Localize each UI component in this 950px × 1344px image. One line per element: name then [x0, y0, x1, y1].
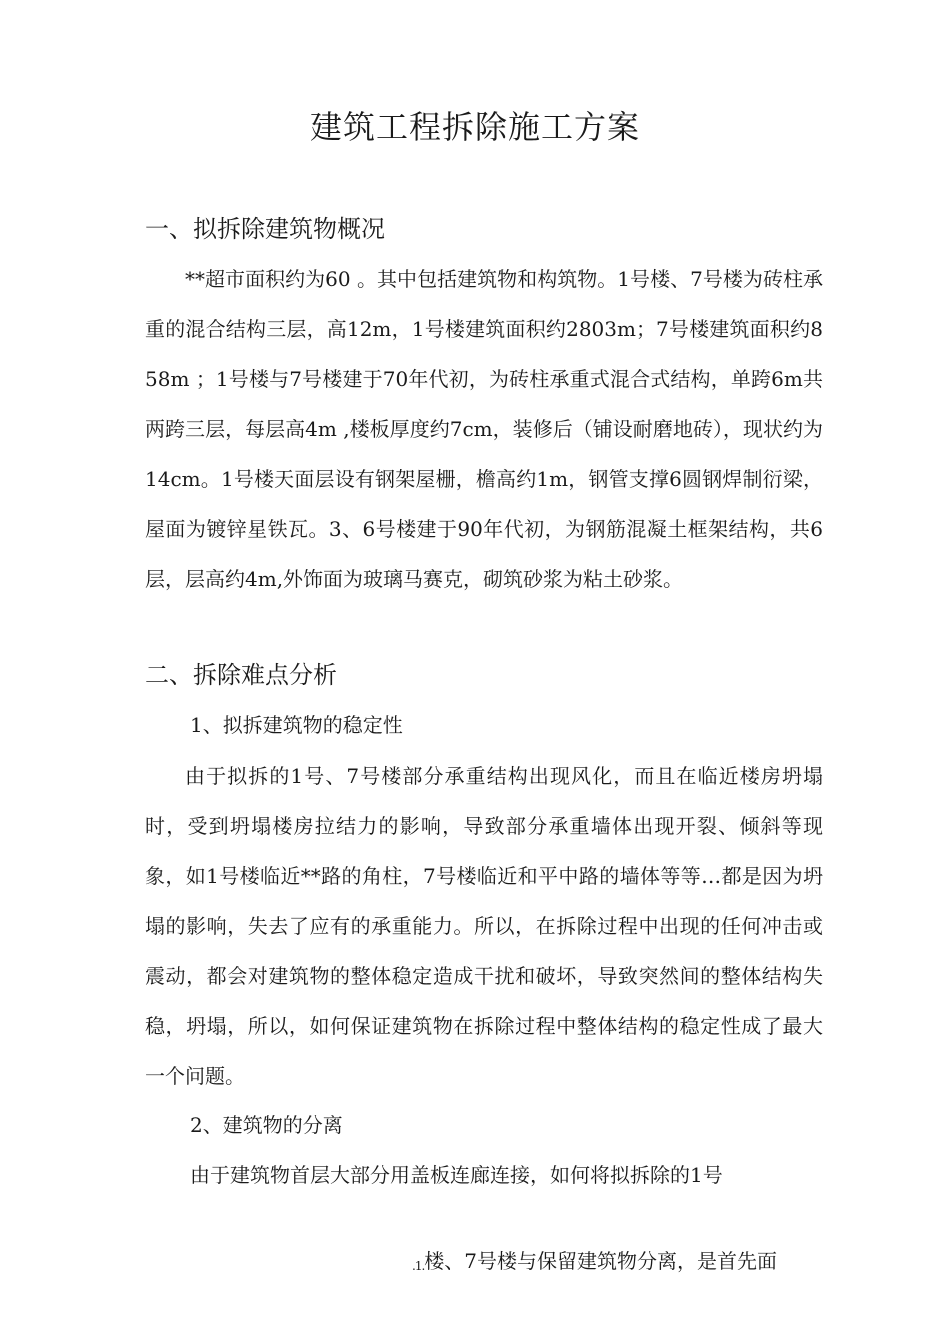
continued-text: 楼、7号楼与保留建筑物分离，是首先面 — [424, 1249, 777, 1273]
page-number: .1. — [412, 1259, 425, 1273]
page-footer-line — [412, 1246, 777, 1281]
document-title: 建筑工程拆除施工方案 — [309, 108, 640, 146]
subheading-separation: 2、建筑物的分离 — [190, 1113, 343, 1137]
separation-paragraph-line: 由于建筑物首层大部分用盖板连廊连接，如何将拟拆除的1号 — [190, 1163, 723, 1187]
section-heading-overview: 一、拟拆除建筑物概况 — [145, 215, 385, 243]
subheading-stability: 1、拟拆建筑物的稳定性 — [190, 713, 403, 737]
overview-paragraph: **超市面积约为60 。其中包括建筑物和构筑物。1号楼、7号楼为砖柱承重的混合结构三层，高12m，1号楼建筑面积约2803m；7号楼建筑面积约858m ；1号楼与7号楼建于70年代初，为砖柱承重式混合式结构，单跨6m共两跨三层，每层高4m ,楼板厚度约7cm，装修后（铺设耐磨地砖），现状约为14cm。1号楼天面层设有钢架屋栅，檐高约1m，钢管支撑6圆钢焊制衍梁，屋面为镀锌星铁瓦。3、6号楼建于90年代初，为钢筋混凝土框架结构，共6层，层高约4m,外饰面为玻璃马赛克，砌筑砂浆为粘土砂浆。 — [145, 267, 823, 591]
stability-paragraph: 由于拟拆的1号、7号楼部分承重结构出现风化，而且在临近楼房坍塌时，受到坍塌楼房拉结力的影响，导致部分承重墙体出现开裂、倾斜等现象，如1号楼临近**路的角柱，7号楼临近和平中路的墙体等等…都是因为坍塌的影响，失去了应有的承重能力。所以，在拆除过程中出现的任何冲击或震动，都会对建筑物的整体稳定造成干扰和破坏，导致突然间的整体结构失稳，坍塌，所以，如何保证建筑物在拆除过程中整体结构的稳定性成了最大一个问题。 — [145, 764, 823, 1088]
section-heading-difficulty: 二、拆除难点分析 — [145, 661, 337, 689]
